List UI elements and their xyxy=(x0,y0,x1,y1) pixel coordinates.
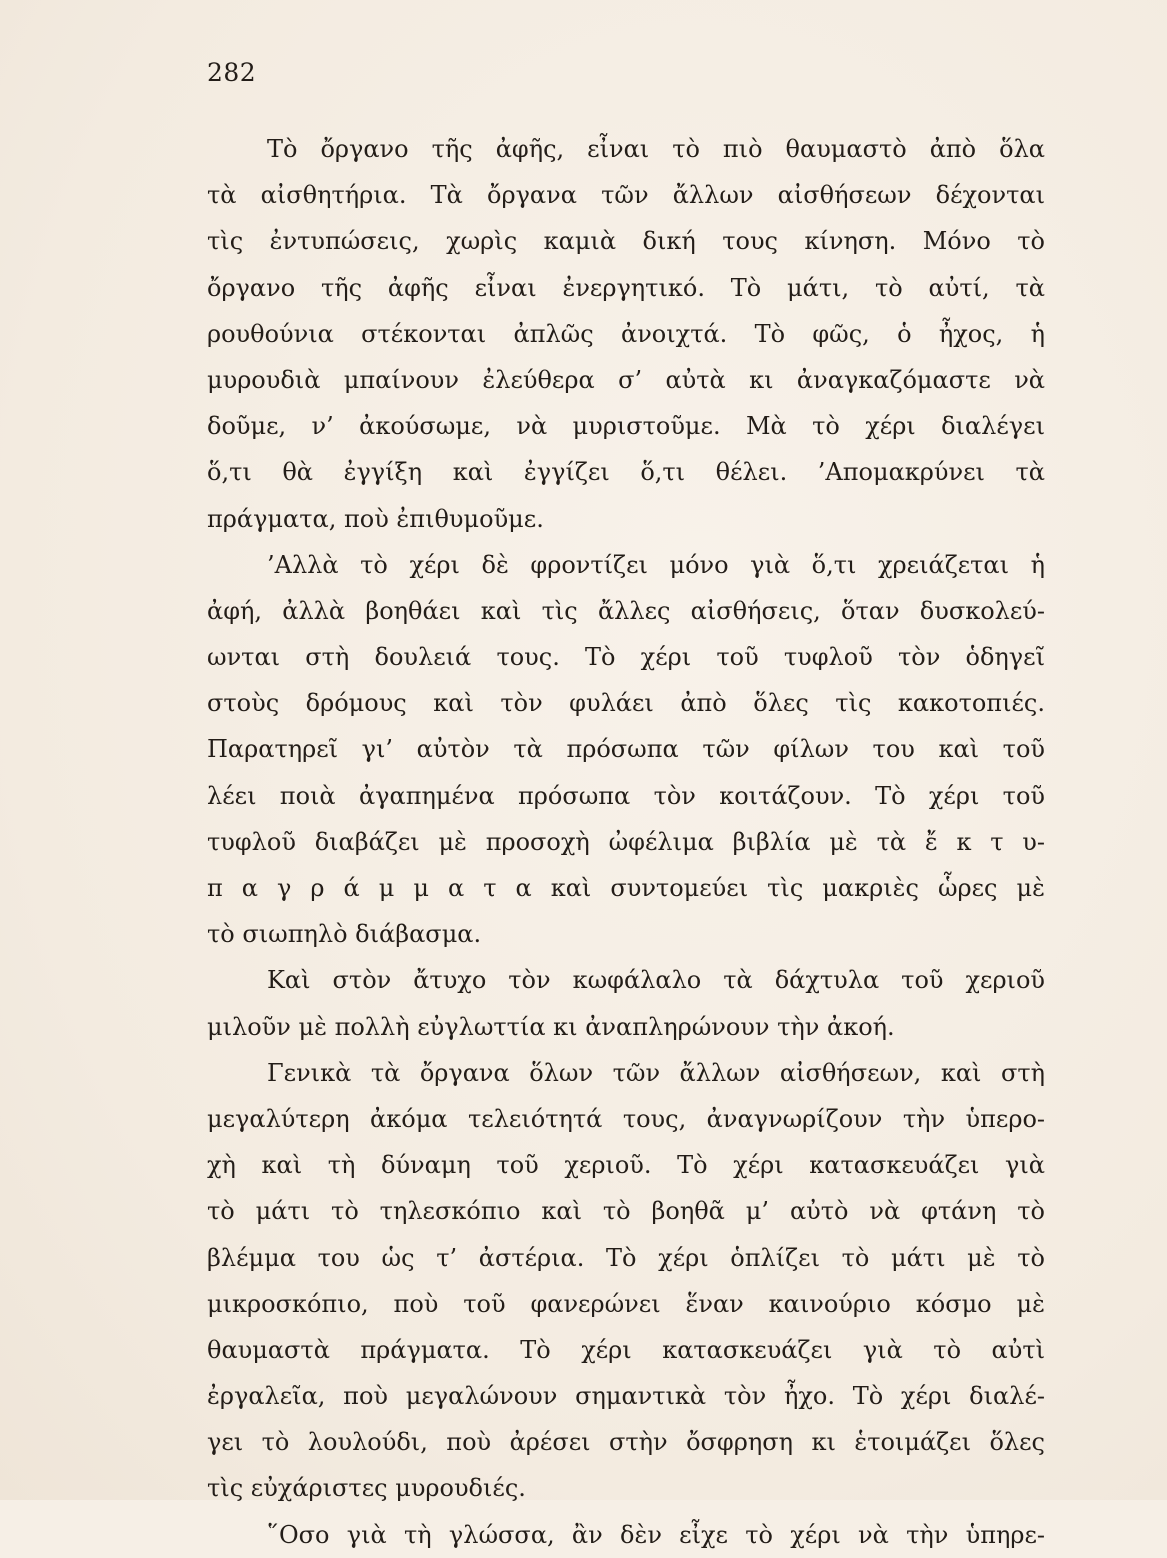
text-line: π α γ ρ ά μ μ α τ α καὶ συντομεύει τὶς μακριὲς ὧρες μὲ xyxy=(207,874,1045,902)
text-line: ἐργαλεῖα, ποὺ μεγαλώνουν σημαντικὰ τὸν ἦχο. Τὸ χέρι διαλέ- xyxy=(207,1382,1045,1411)
text-line: τυφλοῦ διαβάζει μὲ προσοχὴ ὠφέλιμα βιβλία μὲ τὰ ἔ κ τ υ- xyxy=(207,827,1045,856)
text-line: τὸ μάτι τὸ τηλεσκόπιο καὶ τὸ βοηθᾶ μ’ αὐτὸ νὰ φτάνη τὸ xyxy=(207,1197,1045,1226)
text-line: ὅ,τι θὰ ἐγγίξη καὶ ἐγγίζει ὅ,τι θέλει. ’Απομακρύνει τὰ xyxy=(207,458,1045,487)
text-line: χὴ καὶ τὴ δύναμη τοῦ χεριοῦ. Τὸ χέρι κατασκευάζει γιὰ xyxy=(207,1151,1045,1180)
text-line: πράγματα, ποὺ ἐπιθυμοῦμε. xyxy=(207,504,544,533)
text-line: τὰ αἰσθητήρια. Τὰ ὄργανα τῶν ἄλλων αἰσθήσεων δέχονται xyxy=(207,181,1045,210)
text-line: στοὺς δρόμους καὶ τὸν φυλάει ἀπὸ ὅλες τὶς κακοτοπιές. xyxy=(207,689,1045,718)
text-line: ὄργανο τῆς ἀφῆς εἶναι ἐνεργητικό. Τὸ μάτι, τὸ αὐτί, τὰ xyxy=(207,273,1045,302)
text-line: Παρατηρεῖ γι’ αὐτὸν τὰ πρόσωπα τῶν φίλων του καὶ τοῦ xyxy=(207,735,1045,764)
text-line: ρουθούνια στέκονται ἀπλῶς ἀνοιχτά. Τὸ φῶς, ὁ ἦχος, ἡ xyxy=(207,319,1045,348)
text-line: μικροσκόπιο, ποὺ τοῦ φανερώνει ἕναν καινούριο κόσμο μὲ xyxy=(207,1289,1045,1318)
text-line: μιλοῦν μὲ πολλὴ εὐγλωττία κι ἀναπληρώνουν τὴν ἀκοή. xyxy=(207,1012,895,1041)
text-line: μυρουδιὰ μπαίνουν ἐλεύθερα σ’ αὐτὰ κι ἀναγκαζόμαστε νὰ xyxy=(207,365,1045,394)
text-line: ἀφή, ἀλλὰ βοηθάει καὶ τὶς ἄλλες αἰσθήσεις, ὅταν δυσκολεύ- xyxy=(207,596,1045,625)
text-line: γει τὸ λουλούδι, ποὺ ἀρέσει στὴν ὄσφρηση κι ἑτοιμάζει ὅλες xyxy=(207,1428,1045,1457)
text-line: ’Αλλὰ τὸ χέρι δὲ φροντίζει μόνο γιὰ ὅ,τι χρειάζεται ἡ xyxy=(267,550,1045,579)
body-text xyxy=(207,126,1045,1558)
text-line: θαυμαστὰ πράγματα. Τὸ χέρι κατασκευάζει γιὰ τὸ αὐτὶ xyxy=(207,1335,1045,1364)
text-line: Γενικὰ τὰ ὄργανα ὅλων τῶν ἄλλων αἰσθήσεων, καὶ στὴ xyxy=(267,1058,1045,1087)
text-line: μεγαλύτερη ἀκόμα τελειότητά τους, ἀναγνωρίζουν τὴν ὑπερο- xyxy=(207,1104,1045,1133)
text-line: τὶς εὐχάριστες μυρουδιές. xyxy=(207,1474,526,1503)
text-line: βλέμμα του ὡς τ’ ἀστέρια. Τὸ χέρι ὁπλίζει τὸ μάτι μὲ τὸ xyxy=(207,1243,1045,1272)
text-line: τὸ σιωπηλὸ διάβασμα. xyxy=(207,920,482,949)
text-line: Τὸ ὄργανο τῆς ἀφῆς, εἶναι τὸ πιὸ θαυμαστὸ ἀπὸ ὅλα xyxy=(267,135,1045,163)
text-line: δοῦμε, ν’ ἀκούσωμε, νὰ μυριστοῦμε. Μὰ τὸ χέρι διαλέγει xyxy=(207,412,1045,441)
text-line: ωνται στὴ δουλειά τους. Τὸ χέρι τοῦ τυφλοῦ τὸν ὁδηγεῖ xyxy=(207,643,1045,672)
text-line: ῞Οσο γιὰ τὴ γλώσσα, ἂν δὲν εἶχε τὸ χέρι νὰ τὴν ὑπηρε- xyxy=(267,1520,1045,1549)
text-line: Καὶ στὸν ἄτυχο τὸν κωφάλαλο τὰ δάχτυλα τοῦ χεριοῦ xyxy=(267,966,1045,995)
page-number: 282 xyxy=(207,58,257,87)
text-line: λέει ποιὰ ἀγαπημένα πρόσωπα τὸν κοιτάζουν. Τὸ χέρι τοῦ xyxy=(207,781,1045,810)
text-line: τὶς ἐντυπώσεις, χωρὶς καμιὰ δική τους κίνηση. Μόνο τὸ xyxy=(207,227,1045,256)
